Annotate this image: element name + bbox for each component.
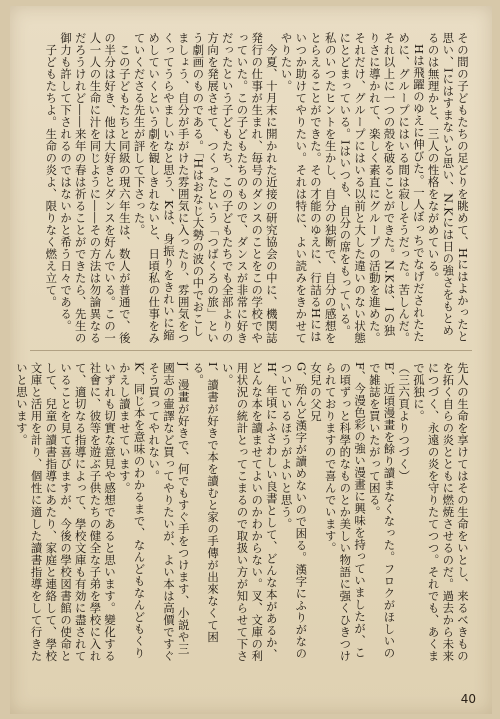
page-sheet: [10, 6, 492, 714]
section-divider: [30, 350, 472, 351]
upper-text-block: その間の子どもたちの足どりを眺めて、Hにはよかったと思い、Iにはすまないと思い、N.Kには日の強さをもとめるのは無理かと、三人の性格をながめている。 Hは飛躍のゆえに伸びた。一人ぼっちでなげだされたために、グループにはいる間は寂しそうだった。苦しんだ。それ以上に一つの殻を破ることができた。N.Kは、Iの独りさに導かれて、楽しく素直にグループの活動を進めた。それだけ、グループにはいる以前と大した違いのない状態にとどまっている。Iはいつも、自分の席をもっている。私のいつたヒントを生かし、自分の独断で、自分の感想をとらえることができた。その才能のゆえに、行詰るHにはいつか助けてやりたい。それは特に、よい読みをきかせてやりたい。 今夏、十月末に開かれた近接の研究協会の中に、機関誌発行の仕事が生まれ、毎号のダンスのことをこの学校でやっていた。この子どもたちのもので、ダンスが非常に好きだったという子どもたち、この子どもたちでも全部よりの方向を発展させて、つくったという「つばくろの旅」という劇画のものである。「Hはおなじ大勢の波の中でおこしましょう、自分が手がけた雰囲気に入ったり、雰囲気をつくってうらやましいなと思う、Kは、身振りをきれいに縮めしていくという劇を観しきれないと、日頃私の仕事をみていくださる先生が評して下さった。 この子どもたちと同級の現六年生は、数人が普通で、後の半分は好き、他は大好きとダンスを好んでいる。この一人一人の生命に汁を同じように――その方法は勿論異なるだろうけれど――来年の春は祈ることができたら、先生の御力も許して下されるのではないかと希う日々である。 子どもたちよ。生命の炎よ、限りなく燃え立て。: [44, 32, 470, 344]
page-number: 40: [460, 692, 476, 706]
lower-text-block: 先人の生命を享けてはその生命をいとし、来るべきものを拓く自らの炎とともに燃焼させるのだ。過去から未来につづく、永遠の炎を守りたてつつ。それでも、あくまで孤独に。 （三六頁よりつづく） E、近頃漫畫を餘り讀まなくなった。フロクがほしいので雑誌を買いたがって困る。 F、今漫色彩の強い漫畫に興味を持っていましたが、この頃ずっと科學的なものとか美しい物語に强くひきつけられておりますので喜んでいます。 女兒の父兄 G、殆んど漢字が讀めないので困る。漢字にふりがなのついているほうがよいと思う。 H、年頃にふさわしい良書として、どんな本があるか、どんな本を讀ませてよいのかわからない。叉、文庫の利用状況の統計とってこまるので取扱い方が知らせて下さい。 I、讀書が好きで本を讀むと家の手傳が出來なくて困る。 J、漫畫が好きで、何でもすぐ手をつけます、小説や三國志の壷譯など買ってやりたいが、よい本は高價ですぐそう買ってやれない。 K、同じ本を意味のわかるまで、なんどもなんどもくりかえし讀ませています。 いずれも切實な意見や感想であると思います。變化する社會に、彼等を遊ぶ子供たちの健全な子弟を學校に入れて、適切なる指導によって、學校文庫も有効に盡されていることを見て喜びますが、今後の學校図書館の使命として、兒童の讀書指導にあたり、家庭と連絡して、學校文庫と活用を計り、個性に適した讀書指導をして行きたいと思います。: [14, 362, 470, 662]
